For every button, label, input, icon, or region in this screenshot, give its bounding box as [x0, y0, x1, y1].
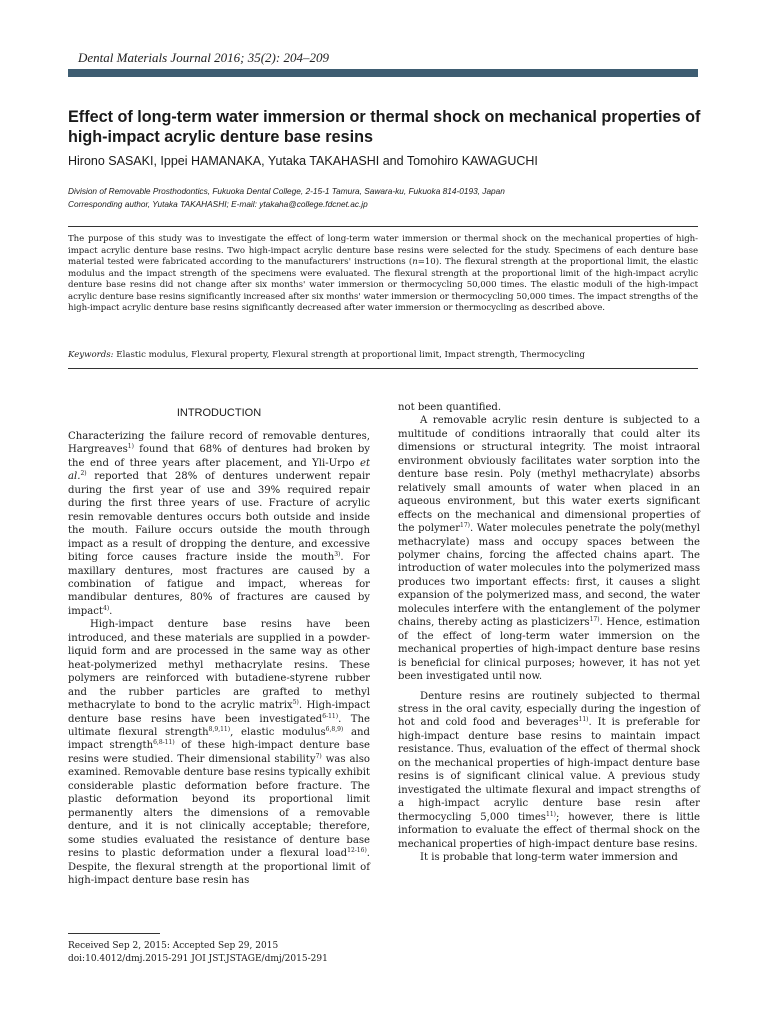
intro-paragraph: It is probable that long-term water immersion and [420, 851, 678, 863]
footnote-rule [68, 933, 160, 934]
intro-paragraph: A removable acrylic resin denture is subjected to a multitude of conditions intraorally that could alter its dimensions or structural integrity. The moist intraoral environment obviously facilitates water sorption into the denture base resin. Poly (methyl methacrylate) absorbs relatively small amounts of water when placed in an aqueous environment, but this water exerts significant effects on the mechanical and dimensional properties of the polymer$^{17)}$. Water molecules penetrate the poly(methyl methacrylate) mass and occupy spaces between the polymer chains, forcing the affected chains apart. The introduction of water molecules into the polymerized mass produces two important effects: first, it causes a slight expansion of the polymerized mass, and second, the water molecules interfere with the entanglement of the polymer chains, thereby acting as plasticizers$^{17)}$. Hence, estimation of the effect of long-term water immersion on the mechanical properties of high-impact denture base resins is beneficial for clinical purposes; however, it has not yet been investigated until now. [398, 415, 700, 683]
intro-paragraph: High-impact denture base resins have been introduced, and these materials are supplied in a powder-liquid form and are processed in the same way as other heat-polymerized methyl methacrylate resins. These polymers are reinforced with butadiene-styrene rubber and the rubber particles are grafted to methyl methacrylate to bond to the acrylic matrix$^{5)}$. High-impact denture base resins have been investigated$^{6-11)}$. The ultimate flexural strength$^{8,9,11)}$, elastic modulus$^{6,8,9)}$ and impact strength$^{6,8-11)}$ of these high-impact denture base resins were studied. Their dimensional stability$^{7)}$ was also examined. Removable denture base resins typically exhibit considerable plastic deformation before fracture. The plastic deformation beyond its proportional limit permanently alters the dimensions of a removable denture, and it is not clinically acceptable; therefore, some studies evaluated the resistance of denture base resins to plastic deformation under a flexural load$^{12-16)}$. Despite, the flexural strength at the proportional limit of high-impact denture base resin has [68, 619, 371, 886]
doi-line: doi:10.4012/dmj.2015-291 JOI JST.JSTAGE/dmj/2015-291 [68, 953, 328, 964]
abstract: The purpose of this study was to investigate the effect of long-term water immersion or thermal shock on the mechanical properties of high-impact acrylic denture base resins. Two high-impact acrylic denture base resins were selected for the study. Specimens of each denture base material tested were fabricated according to the manufacturers' instructions (n=10). The flexural strength at the proportional limit, the elastic modulus and the impact strength of the specimens were evaluated. The flexural strength at the proportional limit of the high-impact acrylic denture base resins did not change after six months' water immersion or thermocycling 50,000 times. The elastic moduli of the high-impact acrylic denture base resins significantly increased after six months' water immersion or thermocycling 50,000 times. The impact strengths of the high-impact acrylic denture base resins significantly decreased after water immersion or thermocycling as described above. [68, 234, 699, 314]
corresponding-author: Corresponding author, Yutaka TAKAHASHI; E-mail: ytakaha@college.fdcnet.ac.jp [68, 199, 368, 209]
journal-citation: Dental Materials Journal 2016; 35(2): 204–209 [78, 50, 329, 65]
section-heading-introduction: INTRODUCTION [176, 407, 262, 419]
affiliation: Division of Removable Prosthodontics, Fukuoka Dental College, 2-15-1 Tamura, Sawara-ku, Fukuoka 814-0193, Japan [68, 186, 505, 196]
abstract-bottom-rule [68, 368, 698, 369]
footnote [68, 940, 328, 965]
author-list: Hirono SASAKI, Ippei HAMANAKA, Yutaka TAKAHASHI and Tomohiro KAWAGUCHI [68, 154, 538, 168]
intro-paragraph: not been quantified. [398, 402, 502, 413]
received-date: Received Sep 2, 2015: Accepted Sep 29, 2015 [68, 941, 279, 951]
intro-paragraph: Denture resins are routinely subjected to thermal stress in the oral cavity, especially during the ingestion of hot and cold food and beverages$^{11)}$. It is preferable for high-impact denture base resins to maintain impact resistance. Thus, evaluation of the effect of thermal shock on the mechanical properties of high-impact denture base resins is of significant clinical value. A previous study investigated the ultimate flexural and impact strengths of a high-impact acrylic denture base resin after thermocycling 5,000 times$^{11)}$; however, there is little information to evaluate the effect of thermal shock on the mechanical properties of high-impact denture base resins. [398, 690, 700, 850]
intro-paragraph: Characterizing the failure record of removable dentures, Hargreaves$^{1)}$ found that 68% of dentures had broken by the end of three years after placement, and Yli-Urpo et al.$^{2)}$ reported that 28% of dentures underwent repair during the first year of use and 39% required repair during the first three years of use. Fracture of acrylic resin removable dentures occurs both outside and inside the mouth. Failure occurs outside the mouth through impact as a result of dropping the denture, and excessive biting force causes fracture inside the mouth$^{3)}$. For maxillary dentures, most fractures are caused by a combination of fatigue and impact, whereas for mandibular dentures, 80% of fractures are caused by impact$^{4)}$. [68, 431, 370, 617]
left-column [68, 430, 370, 887]
affiliation-block [68, 185, 505, 211]
header-bar [68, 69, 698, 77]
paper-title: Effect of long-term water immersion or thermal shock on mechanical properties of high-impact acrylic denture base resins [68, 108, 701, 146]
right-column [398, 401, 700, 864]
keywords: Keywords: Elastic modulus, Flexural property, Flexural strength at proportional limit, Impact strength, Thermocycling [68, 350, 586, 360]
abstract-top-rule [68, 226, 698, 227]
